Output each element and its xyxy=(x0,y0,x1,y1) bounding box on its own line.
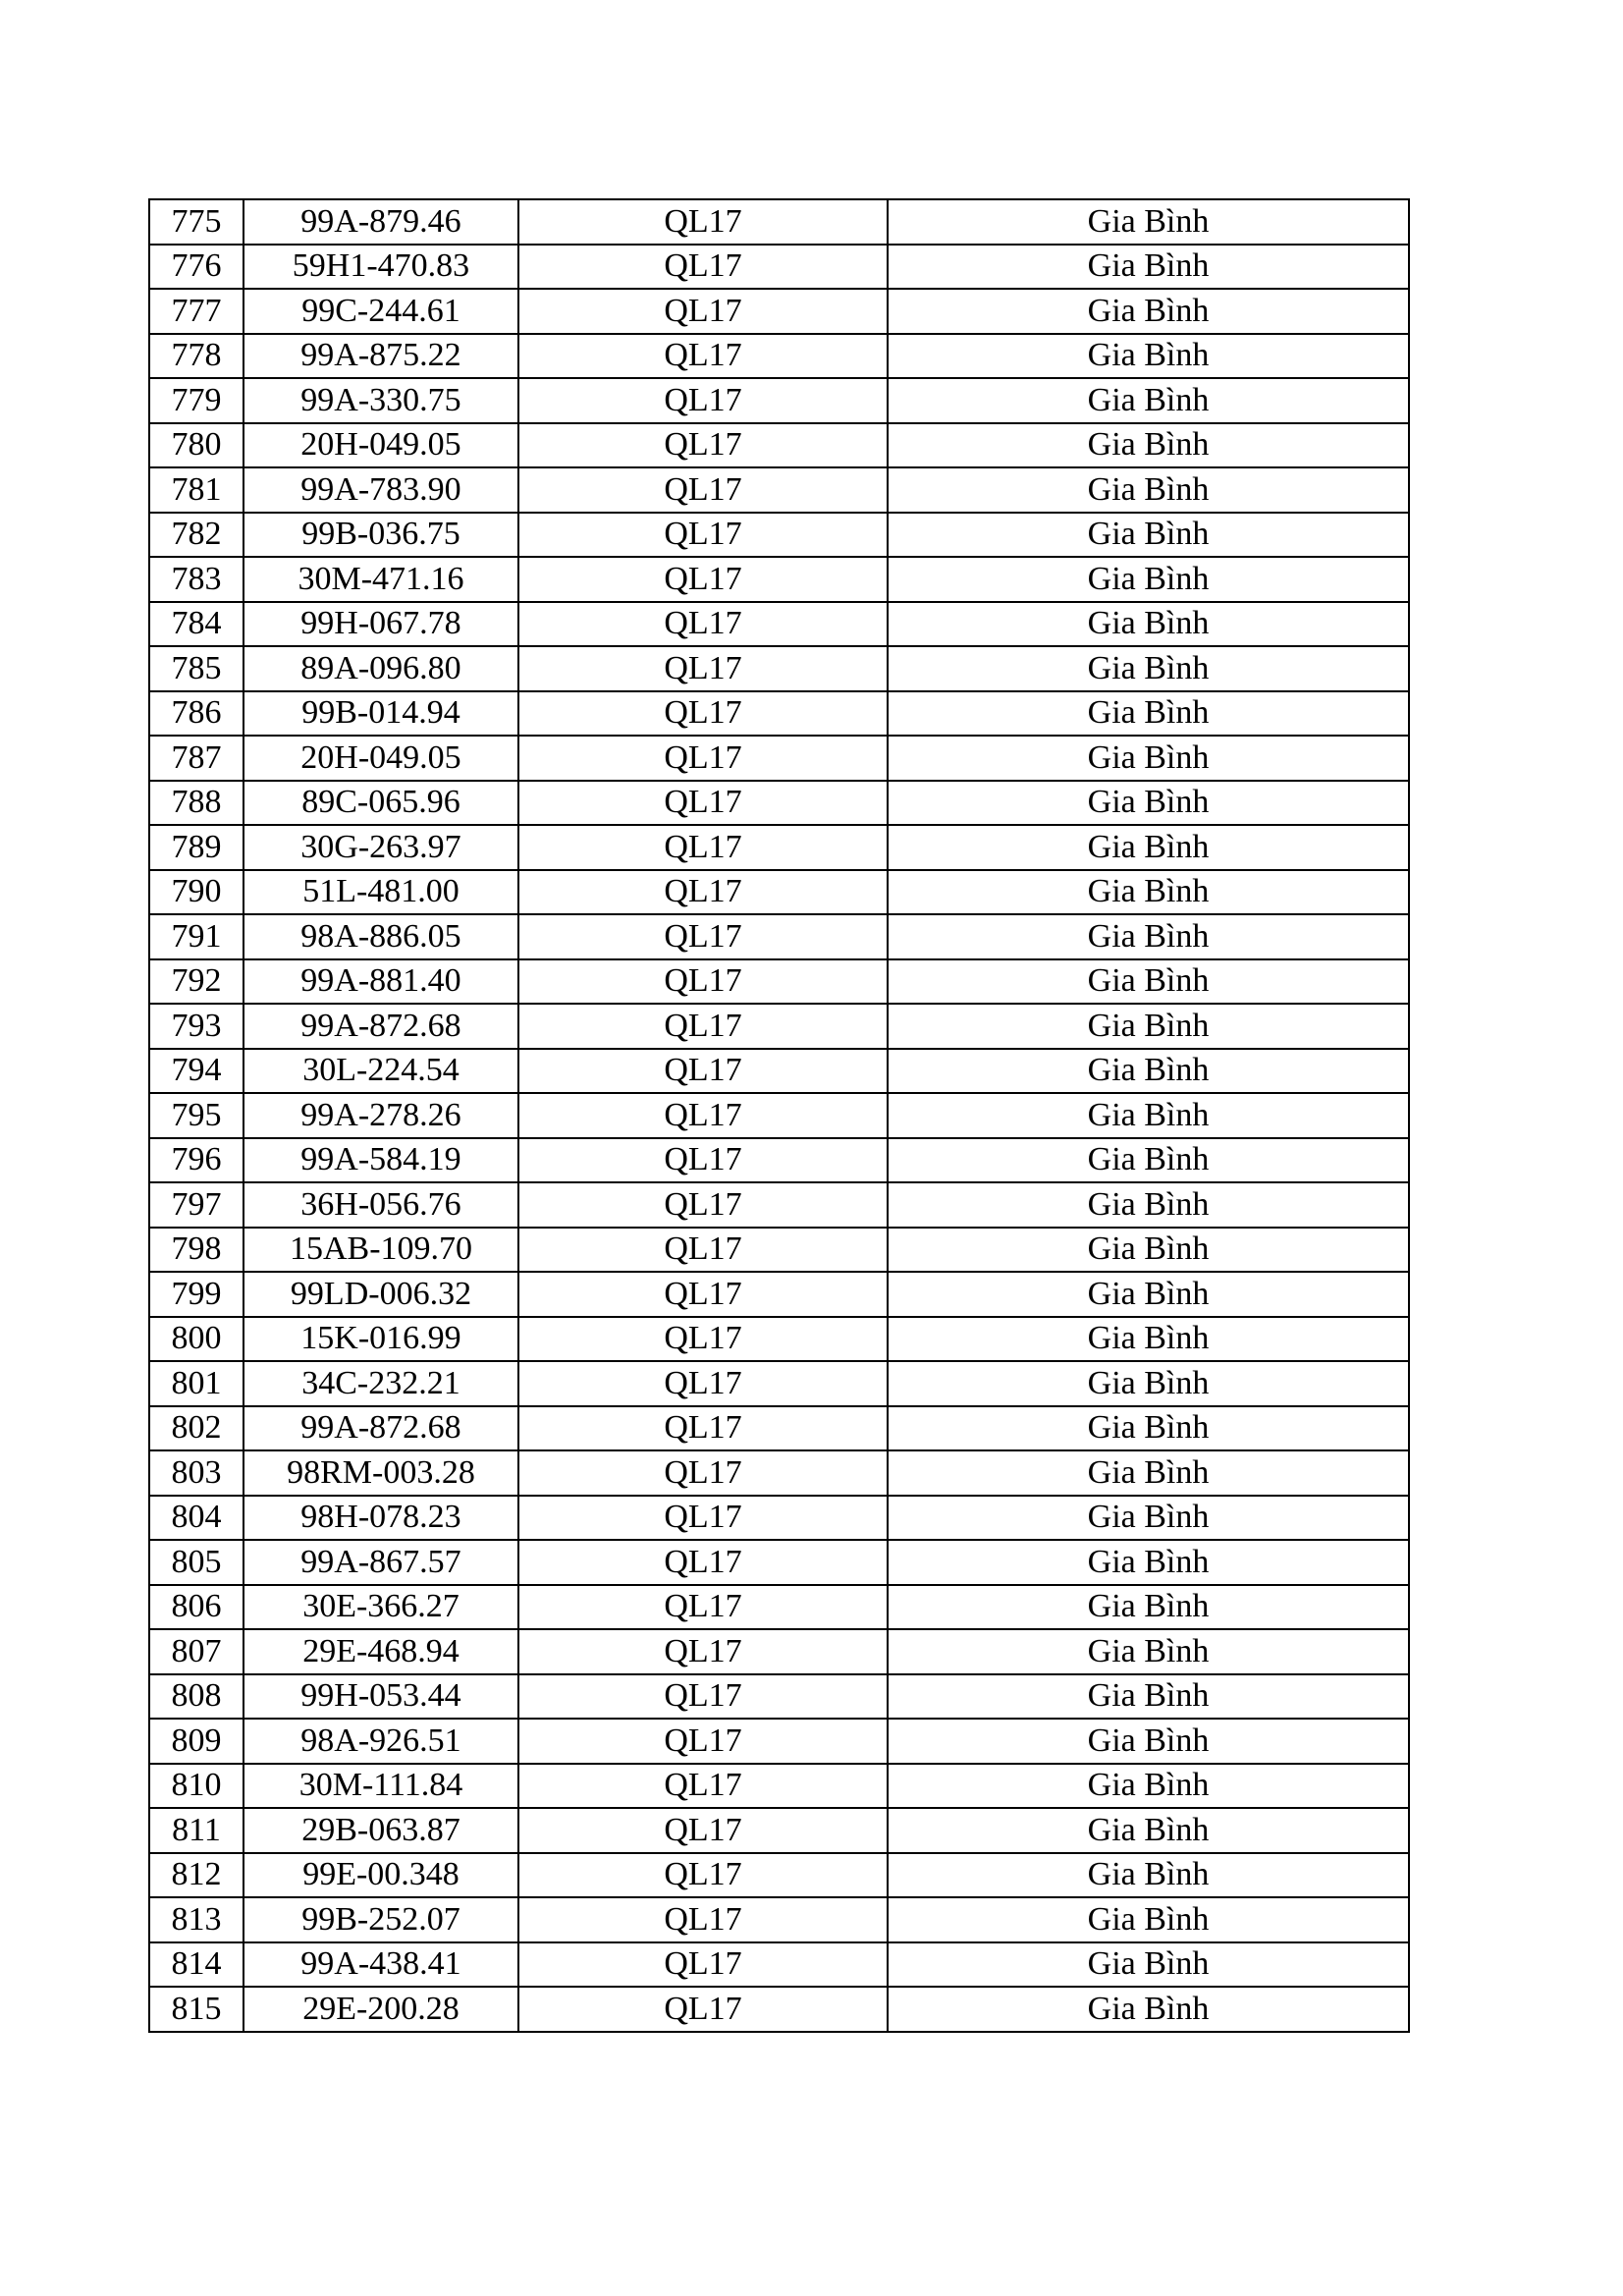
road-cell: QL17 xyxy=(518,1182,888,1228)
road-cell: QL17 xyxy=(518,557,888,602)
row-number-cell: 815 xyxy=(149,1987,243,2032)
license-plate-cell: 99A-867.57 xyxy=(243,1540,518,1585)
table-row xyxy=(149,1093,1409,1138)
table-row xyxy=(149,1272,1409,1317)
table-row xyxy=(149,1182,1409,1228)
road-cell: QL17 xyxy=(518,825,888,870)
location-cell: Gia Bình xyxy=(888,557,1409,602)
road-cell: QL17 xyxy=(518,1450,888,1496)
table-row xyxy=(149,423,1409,468)
license-plate-cell: 20H-049.05 xyxy=(243,423,518,468)
table-row xyxy=(149,1540,1409,1585)
license-plate-cell: 99LD-006.32 xyxy=(243,1272,518,1317)
license-plate-cell: 99A-881.40 xyxy=(243,959,518,1005)
location-cell: Gia Bình xyxy=(888,646,1409,691)
license-plate-cell: 30L-224.54 xyxy=(243,1049,518,1094)
license-plate-cell: 59H1-470.83 xyxy=(243,245,518,290)
table-row xyxy=(149,1361,1409,1406)
row-number-cell: 787 xyxy=(149,736,243,781)
license-plate-cell: 29B-063.87 xyxy=(243,1808,518,1853)
table-row xyxy=(149,1764,1409,1809)
location-cell: Gia Bình xyxy=(888,1406,1409,1451)
row-number-cell: 781 xyxy=(149,467,243,513)
location-cell: Gia Bình xyxy=(888,691,1409,737)
road-cell: QL17 xyxy=(518,289,888,334)
row-number-cell: 794 xyxy=(149,1049,243,1094)
table-row xyxy=(149,378,1409,423)
road-cell: QL17 xyxy=(518,1138,888,1183)
road-cell: QL17 xyxy=(518,959,888,1005)
license-plate-cell: 99B-014.94 xyxy=(243,691,518,737)
location-cell: Gia Bình xyxy=(888,1049,1409,1094)
location-cell: Gia Bình xyxy=(888,1764,1409,1809)
license-plate-cell: 29E-200.28 xyxy=(243,1987,518,2032)
table-row xyxy=(149,1406,1409,1451)
license-plate-cell: 34C-232.21 xyxy=(243,1361,518,1406)
table-row xyxy=(149,870,1409,915)
row-number-cell: 777 xyxy=(149,289,243,334)
row-number-cell: 811 xyxy=(149,1808,243,1853)
location-cell: Gia Bình xyxy=(888,1629,1409,1674)
row-number-cell: 793 xyxy=(149,1004,243,1049)
license-plate-cell: 30E-366.27 xyxy=(243,1585,518,1630)
table-row xyxy=(149,914,1409,959)
road-cell: QL17 xyxy=(518,1808,888,1853)
row-number-cell: 783 xyxy=(149,557,243,602)
table-row xyxy=(149,1138,1409,1183)
location-cell: Gia Bình xyxy=(888,602,1409,647)
location-cell: Gia Bình xyxy=(888,1987,1409,2032)
row-number-cell: 779 xyxy=(149,378,243,423)
road-cell: QL17 xyxy=(518,1093,888,1138)
road-cell: QL17 xyxy=(518,870,888,915)
road-cell: QL17 xyxy=(518,513,888,558)
location-cell: Gia Bình xyxy=(888,1897,1409,1942)
location-cell: Gia Bình xyxy=(888,1004,1409,1049)
row-number-cell: 776 xyxy=(149,245,243,290)
location-cell: Gia Bình xyxy=(888,199,1409,245)
row-number-cell: 782 xyxy=(149,513,243,558)
table-row xyxy=(149,1004,1409,1049)
location-cell: Gia Bình xyxy=(888,289,1409,334)
row-number-cell: 801 xyxy=(149,1361,243,1406)
license-plate-cell: 99A-278.26 xyxy=(243,1093,518,1138)
location-cell: Gia Bình xyxy=(888,1182,1409,1228)
road-cell: QL17 xyxy=(518,1049,888,1094)
table-row xyxy=(149,1897,1409,1942)
row-number-cell: 800 xyxy=(149,1317,243,1362)
location-cell: Gia Bình xyxy=(888,378,1409,423)
road-cell: QL17 xyxy=(518,1629,888,1674)
road-cell: QL17 xyxy=(518,1004,888,1049)
license-plate-cell: 98A-926.51 xyxy=(243,1719,518,1764)
location-cell: Gia Bình xyxy=(888,1272,1409,1317)
table-row xyxy=(149,1450,1409,1496)
location-cell: Gia Bình xyxy=(888,1808,1409,1853)
row-number-cell: 778 xyxy=(149,334,243,379)
license-plate-cell: 99A-330.75 xyxy=(243,378,518,423)
table-row xyxy=(149,1987,1409,2032)
license-plate-cell: 20H-049.05 xyxy=(243,736,518,781)
row-number-cell: 780 xyxy=(149,423,243,468)
location-cell: Gia Bình xyxy=(888,825,1409,870)
table-row xyxy=(149,1228,1409,1273)
license-plate-cell: 98H-078.23 xyxy=(243,1496,518,1541)
road-cell: QL17 xyxy=(518,1361,888,1406)
table-row xyxy=(149,1853,1409,1898)
vehicle-table xyxy=(148,198,1410,2033)
location-cell: Gia Bình xyxy=(888,334,1409,379)
table-row xyxy=(149,467,1409,513)
license-plate-cell: 99A-438.41 xyxy=(243,1942,518,1988)
table-row xyxy=(149,959,1409,1005)
road-cell: QL17 xyxy=(518,1719,888,1764)
row-number-cell: 805 xyxy=(149,1540,243,1585)
table-row xyxy=(149,334,1409,379)
road-cell: QL17 xyxy=(518,1987,888,2032)
road-cell: QL17 xyxy=(518,1853,888,1898)
location-cell: Gia Bình xyxy=(888,1317,1409,1362)
location-cell: Gia Bình xyxy=(888,1942,1409,1988)
row-number-cell: 792 xyxy=(149,959,243,1005)
table-row xyxy=(149,1719,1409,1764)
table-row xyxy=(149,1496,1409,1541)
license-plate-cell: 30M-471.16 xyxy=(243,557,518,602)
table-row xyxy=(149,825,1409,870)
vehicle-table-body xyxy=(149,199,1409,2032)
license-plate-cell: 98A-886.05 xyxy=(243,914,518,959)
location-cell: Gia Bình xyxy=(888,245,1409,290)
table-row xyxy=(149,1942,1409,1988)
table-row xyxy=(149,289,1409,334)
road-cell: QL17 xyxy=(518,245,888,290)
road-cell: QL17 xyxy=(518,691,888,737)
road-cell: QL17 xyxy=(518,1228,888,1273)
license-plate-cell: 99A-879.46 xyxy=(243,199,518,245)
license-plate-cell: 15K-016.99 xyxy=(243,1317,518,1362)
road-cell: QL17 xyxy=(518,736,888,781)
location-cell: Gia Bình xyxy=(888,1853,1409,1898)
location-cell: Gia Bình xyxy=(888,1674,1409,1720)
location-cell: Gia Bình xyxy=(888,781,1409,826)
row-number-cell: 791 xyxy=(149,914,243,959)
location-cell: Gia Bình xyxy=(888,1450,1409,1496)
table-row xyxy=(149,557,1409,602)
location-cell: Gia Bình xyxy=(888,870,1409,915)
table-row xyxy=(149,1585,1409,1630)
location-cell: Gia Bình xyxy=(888,914,1409,959)
road-cell: QL17 xyxy=(518,1272,888,1317)
row-number-cell: 790 xyxy=(149,870,243,915)
row-number-cell: 799 xyxy=(149,1272,243,1317)
row-number-cell: 789 xyxy=(149,825,243,870)
license-plate-cell: 98RM-003.28 xyxy=(243,1450,518,1496)
row-number-cell: 813 xyxy=(149,1897,243,1942)
license-plate-cell: 99A-872.68 xyxy=(243,1004,518,1049)
table-row xyxy=(149,199,1409,245)
road-cell: QL17 xyxy=(518,1674,888,1720)
row-number-cell: 803 xyxy=(149,1450,243,1496)
row-number-cell: 796 xyxy=(149,1138,243,1183)
road-cell: QL17 xyxy=(518,1942,888,1988)
table-row xyxy=(149,513,1409,558)
location-cell: Gia Bình xyxy=(888,1093,1409,1138)
row-number-cell: 784 xyxy=(149,602,243,647)
road-cell: QL17 xyxy=(518,1317,888,1362)
road-cell: QL17 xyxy=(518,914,888,959)
license-plate-cell: 99A-875.22 xyxy=(243,334,518,379)
road-cell: QL17 xyxy=(518,1540,888,1585)
location-cell: Gia Bình xyxy=(888,1228,1409,1273)
location-cell: Gia Bình xyxy=(888,513,1409,558)
license-plate-cell: 51L-481.00 xyxy=(243,870,518,915)
table-row xyxy=(149,736,1409,781)
row-number-cell: 797 xyxy=(149,1182,243,1228)
road-cell: QL17 xyxy=(518,1897,888,1942)
road-cell: QL17 xyxy=(518,602,888,647)
row-number-cell: 804 xyxy=(149,1496,243,1541)
row-number-cell: 785 xyxy=(149,646,243,691)
license-plate-cell: 99H-053.44 xyxy=(243,1674,518,1720)
table-row xyxy=(149,781,1409,826)
road-cell: QL17 xyxy=(518,646,888,691)
row-number-cell: 798 xyxy=(149,1228,243,1273)
license-plate-cell: 89A-096.80 xyxy=(243,646,518,691)
table-row xyxy=(149,602,1409,647)
row-number-cell: 810 xyxy=(149,1764,243,1809)
license-plate-cell: 99A-584.19 xyxy=(243,1138,518,1183)
road-cell: QL17 xyxy=(518,423,888,468)
location-cell: Gia Bình xyxy=(888,1540,1409,1585)
road-cell: QL17 xyxy=(518,334,888,379)
row-number-cell: 808 xyxy=(149,1674,243,1720)
table-row xyxy=(149,646,1409,691)
location-cell: Gia Bình xyxy=(888,736,1409,781)
row-number-cell: 809 xyxy=(149,1719,243,1764)
row-number-cell: 812 xyxy=(149,1853,243,1898)
road-cell: QL17 xyxy=(518,199,888,245)
license-plate-cell: 99H-067.78 xyxy=(243,602,518,647)
license-plate-cell: 99C-244.61 xyxy=(243,289,518,334)
license-plate-cell: 99B-252.07 xyxy=(243,1897,518,1942)
license-plate-cell: 30G-263.97 xyxy=(243,825,518,870)
location-cell: Gia Bình xyxy=(888,1585,1409,1630)
location-cell: Gia Bình xyxy=(888,1138,1409,1183)
row-number-cell: 786 xyxy=(149,691,243,737)
row-number-cell: 788 xyxy=(149,781,243,826)
road-cell: QL17 xyxy=(518,781,888,826)
license-plate-cell: 99E-00.348 xyxy=(243,1853,518,1898)
license-plate-cell: 29E-468.94 xyxy=(243,1629,518,1674)
row-number-cell: 806 xyxy=(149,1585,243,1630)
license-plate-cell: 36H-056.76 xyxy=(243,1182,518,1228)
location-cell: Gia Bình xyxy=(888,959,1409,1005)
license-plate-cell: 15AB-109.70 xyxy=(243,1228,518,1273)
table-row xyxy=(149,1049,1409,1094)
location-cell: Gia Bình xyxy=(888,1361,1409,1406)
table-row xyxy=(149,1674,1409,1720)
row-number-cell: 802 xyxy=(149,1406,243,1451)
table-row xyxy=(149,1808,1409,1853)
road-cell: QL17 xyxy=(518,378,888,423)
location-cell: Gia Bình xyxy=(888,1719,1409,1764)
table-row xyxy=(149,1629,1409,1674)
table-row xyxy=(149,691,1409,737)
row-number-cell: 807 xyxy=(149,1629,243,1674)
license-plate-cell: 99B-036.75 xyxy=(243,513,518,558)
row-number-cell: 795 xyxy=(149,1093,243,1138)
table-row xyxy=(149,245,1409,290)
road-cell: QL17 xyxy=(518,467,888,513)
license-plate-cell: 30M-111.84 xyxy=(243,1764,518,1809)
road-cell: QL17 xyxy=(518,1764,888,1809)
road-cell: QL17 xyxy=(518,1496,888,1541)
license-plate-cell: 99A-872.68 xyxy=(243,1406,518,1451)
location-cell: Gia Bình xyxy=(888,467,1409,513)
road-cell: QL17 xyxy=(518,1406,888,1451)
row-number-cell: 814 xyxy=(149,1942,243,1988)
row-number-cell: 775 xyxy=(149,199,243,245)
road-cell: QL17 xyxy=(518,1585,888,1630)
location-cell: Gia Bình xyxy=(888,1496,1409,1541)
license-plate-cell: 99A-783.90 xyxy=(243,467,518,513)
table-row xyxy=(149,1317,1409,1362)
license-plate-cell: 89C-065.96 xyxy=(243,781,518,826)
location-cell: Gia Bình xyxy=(888,423,1409,468)
